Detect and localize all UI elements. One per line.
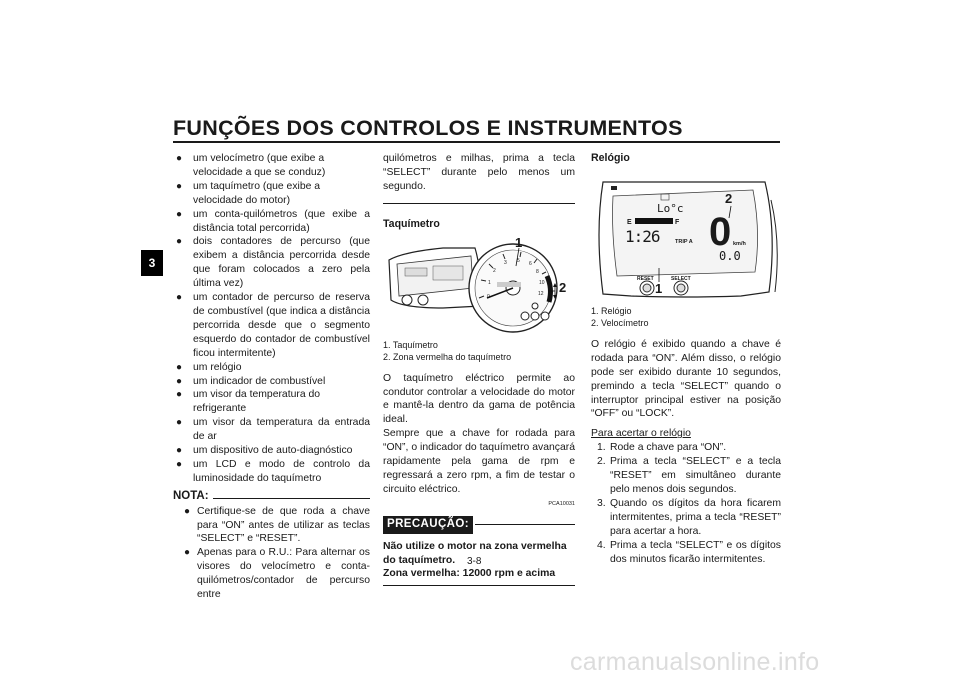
column-clock [591, 152, 781, 566]
divider [383, 203, 575, 204]
callout-2: 2 [725, 190, 733, 206]
list-item: ● um dispositivo de auto-diagnóstico [176, 445, 353, 457]
note-item: ● Apenas para o R.U.: Para alternar os visores do velocímetro e conta-quilómetros/contador de percurso entre [184, 547, 370, 601]
list-item: ● um relógio [176, 361, 242, 373]
subheading: Para acertar o relógio [591, 428, 691, 440]
svg-text:2: 2 [493, 267, 496, 274]
paragraph: Sempre que a chave for rodada para “ON”, o indicador do taquímetro avançará rapidamente pela gama de rpm e regressará a zero rpm, a fim de testar o circuito eléctrico. [383, 428, 575, 495]
continuation-text: quilómetros e milhas, prima a tecla “SELECT” durante pelo menos um segundo. [383, 153, 575, 192]
list-item: ● dois contadores de percurso (que exibem a distância percorrida desde que foram colocados a zero pela última vez) [176, 236, 370, 290]
fuel-empty-label: E [627, 218, 632, 226]
figure-caption: 1. Taquímetro [383, 339, 438, 350]
figure-caption: 1. Relógio [591, 305, 632, 316]
fuel-full-label: F [675, 218, 680, 226]
list-item: ● um conta-quilómetros (que exibe a distância total percorrida) [176, 208, 370, 234]
list-item: ● um contador de percurso de reserva de combustível (que indica a distância percorrida desde que o segmento esquerdo do contador de combustível ficou intermitente) [176, 292, 370, 359]
callout-2: 2 [559, 279, 567, 295]
step-item: 2. Prima a tecla “SELECT” e a tecla “RESET” em simultâneo durante pelo menos dois segundos. [597, 456, 781, 495]
title-rule [173, 141, 780, 143]
caution-header: PRECAUÇÃO: [383, 516, 575, 534]
caution-text: Não utilize o motor na zona vermelha do taquímetro. [383, 540, 567, 566]
lcd-temperature: Lo°c [657, 201, 684, 215]
instrument-cluster-illustration [383, 236, 573, 334]
lcd-speed-unit: km/h [733, 240, 746, 247]
lcd-clock: 1:26 [625, 226, 660, 246]
caution-end-rule [383, 585, 575, 586]
select-button-label: SELECT [671, 275, 691, 282]
paragraph: O taquímetro eléctrico permite ao condutor controlar a velocidade do motor e mantê-la dentro da gama de potência ideal. [383, 372, 575, 426]
reference-code: PCA10031 [548, 500, 575, 507]
svg-text:6: 6 [529, 260, 532, 267]
reset-button-label: RESET [637, 275, 654, 282]
svg-text:12: 12 [538, 290, 544, 297]
list-item: ● um taquímetro (que exibe a velocidade do motor) [176, 180, 321, 206]
tachometer-figure [383, 236, 573, 334]
caution-text: Zona vermelha: 12000 rpm e acima [383, 568, 556, 580]
svg-text:1: 1 [488, 279, 491, 286]
list-item: ● um visor da temperatura do refrigerante [176, 389, 321, 415]
callout-1: 1 [515, 234, 523, 250]
list-item: ● um visor da temperatura da entrada de ar [176, 417, 370, 443]
list-item: ● um LCD e modo de controlo da luminosidade do taquímetro [176, 458, 370, 484]
step-item: 3. Quando os dígitos da hora ficarem intermitentes, prima a tecla “RESET” para acertar a hora. [597, 497, 781, 537]
list-item: ● um velocímetro (que exibe a velocidade a que se conduz) [176, 153, 326, 178]
section-title-tachometer: Taquímetro [383, 217, 440, 230]
list-item: ● um indicador de combustível [176, 375, 326, 387]
step-item: 4. Prima a tecla “SELECT” e os dígitos dos minutos ficarão intermitentes. [597, 539, 781, 565]
section-title-clock: Relógio [591, 152, 630, 164]
svg-text:8: 8 [536, 268, 539, 275]
note-header: NOTA: [173, 490, 370, 504]
lcd-trip-value: 0.0 [719, 248, 741, 263]
figure-caption: 2. Zona vermelha do taquímetro [383, 352, 512, 363]
callout-1: 1 [655, 280, 663, 296]
note-item: ● Certifique-se de que roda a chave para “ON” antes de utilizar as teclas “SELECT” e “RESET”. [184, 505, 370, 545]
page-number: 3-8 [467, 556, 482, 567]
watermark: carmanualsonline.info [570, 648, 820, 676]
step-item: 1. Rode a chave para “ON”. [597, 442, 727, 454]
paragraph: O relógio é exibido quando a chave é rodada para “ON”. Além disso, o relógio pode ser exibido durante 10 segundos, premindo a tecla “SELECT” quando o interruptor principal estiver na posição “OFF” ou “LOCK”. [591, 338, 781, 420]
column-features [173, 152, 370, 602]
page-title: FUNÇÕES DOS CONTROLOS E INSTRUMENTOS [173, 116, 683, 140]
column-tachometer [383, 152, 575, 586]
lcd-trip-label: TRIP A [675, 238, 693, 245]
chapter-tab[interactable]: 3 [141, 250, 163, 276]
figure-caption: 2. Velocímetro [591, 318, 649, 329]
svg-text:5: 5 [517, 257, 520, 264]
clock-figure [591, 172, 781, 300]
lcd-speed: 0 [709, 209, 732, 254]
svg-text:10: 10 [539, 279, 545, 286]
svg-text:3: 3 [504, 259, 507, 266]
